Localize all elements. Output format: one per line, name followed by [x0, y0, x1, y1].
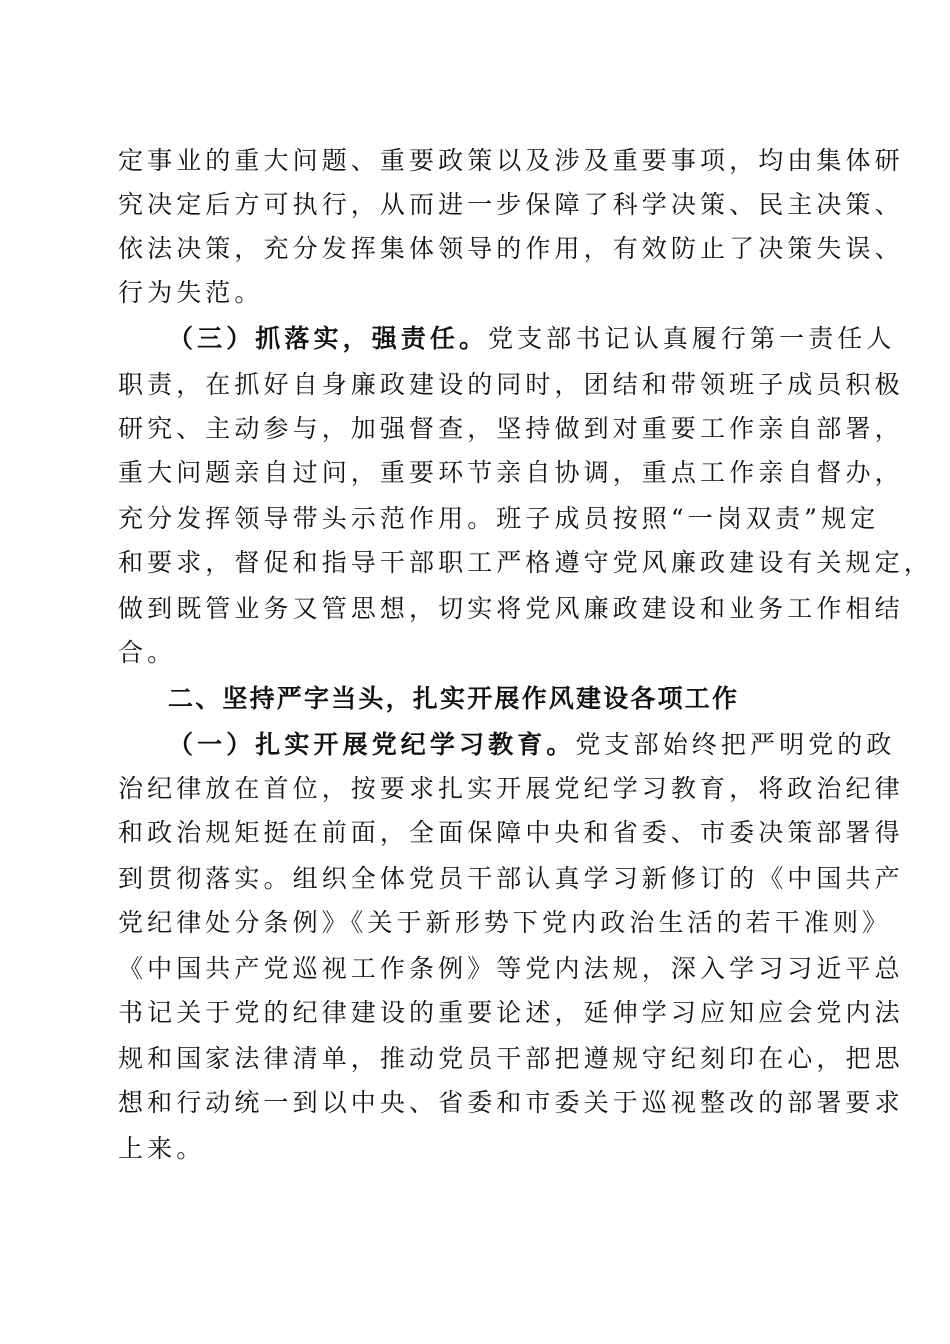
paragraph-line: 职责，在抓好自身廉政建设的同时，团结和带领班子成员积极	[118, 370, 904, 399]
paragraph-line: 充分发挥领导带头示范作用。班子成员按照“一岗双责”规定	[118, 504, 880, 533]
section-heading: 二、坚持严字当头，扎实开展作风建设各项工作	[168, 684, 740, 713]
paragraph-line: 《中国共产党巡视工作条例》等党内法规，深入学习习近平总	[118, 954, 904, 983]
paragraph-lead: （一）扎实开展党纪学习教育。	[168, 730, 576, 759]
paragraph-line: 上来。	[118, 1134, 206, 1163]
paragraph-line: 规和国家法律清单，推动党员干部把遵规守纪刻印在心，把思	[118, 1044, 904, 1073]
paragraph-lead: （三）抓落实，强责任。	[168, 324, 489, 353]
paragraph-line: 做到既管业务又管思想，切实将党风廉政建设和业务工作相结	[118, 594, 904, 623]
paragraph-line: 究决定后方可执行，从而进一步保障了科学决策、民主决策、	[118, 190, 904, 219]
paragraph-first-line	[168, 730, 896, 760]
paragraph-line: 到贯彻落实。组织全体党员干部认真学习新修订的《中国共产	[118, 864, 904, 893]
paragraph-line: 治纪律放在首位，按要求扎实开展党纪学习教育，将政治纪律	[118, 774, 904, 803]
paragraph-line: 行为失范。	[118, 278, 264, 307]
paragraph-line: 研究、主动参与，加强督查，坚持做到对重要工作亲自部署，	[118, 414, 904, 443]
paragraph-line: 定事业的重大问题、重要政策以及涉及重要事项，均由集体研	[118, 146, 904, 175]
paragraph-line: 和政治规矩挺在前面，全面保障中央和省委、市委决策部署得	[118, 818, 904, 847]
paragraph-first-line	[168, 324, 896, 354]
paragraph-line: 党纪律处分条例》《关于新形势下党内政治生活的若干准则》	[118, 908, 892, 937]
paragraph-line: 想和行动统一到以中央、省委和市委关于巡视整改的部署要求	[118, 1088, 904, 1117]
paragraph-line: 合。	[118, 638, 177, 667]
paragraph-line: 和要求，督促和指导干部职工严格遵守党风廉政建设有关规定，	[118, 548, 933, 577]
paragraph-line: 依法决策，充分发挥集体领导的作用，有效防止了决策失误、	[118, 234, 904, 263]
paragraph-text: 党支部书记认真履行第一责任人	[488, 324, 896, 353]
paragraph-line: 书记关于党的纪律建设的重要论述，延伸学习应知应会党内法	[118, 998, 904, 1027]
paragraph-line: 重大问题亲自过问，重要环节亲自协调，重点工作亲自督办，	[118, 458, 904, 487]
paragraph-text: 党支部始终把严明党的政	[575, 730, 896, 759]
